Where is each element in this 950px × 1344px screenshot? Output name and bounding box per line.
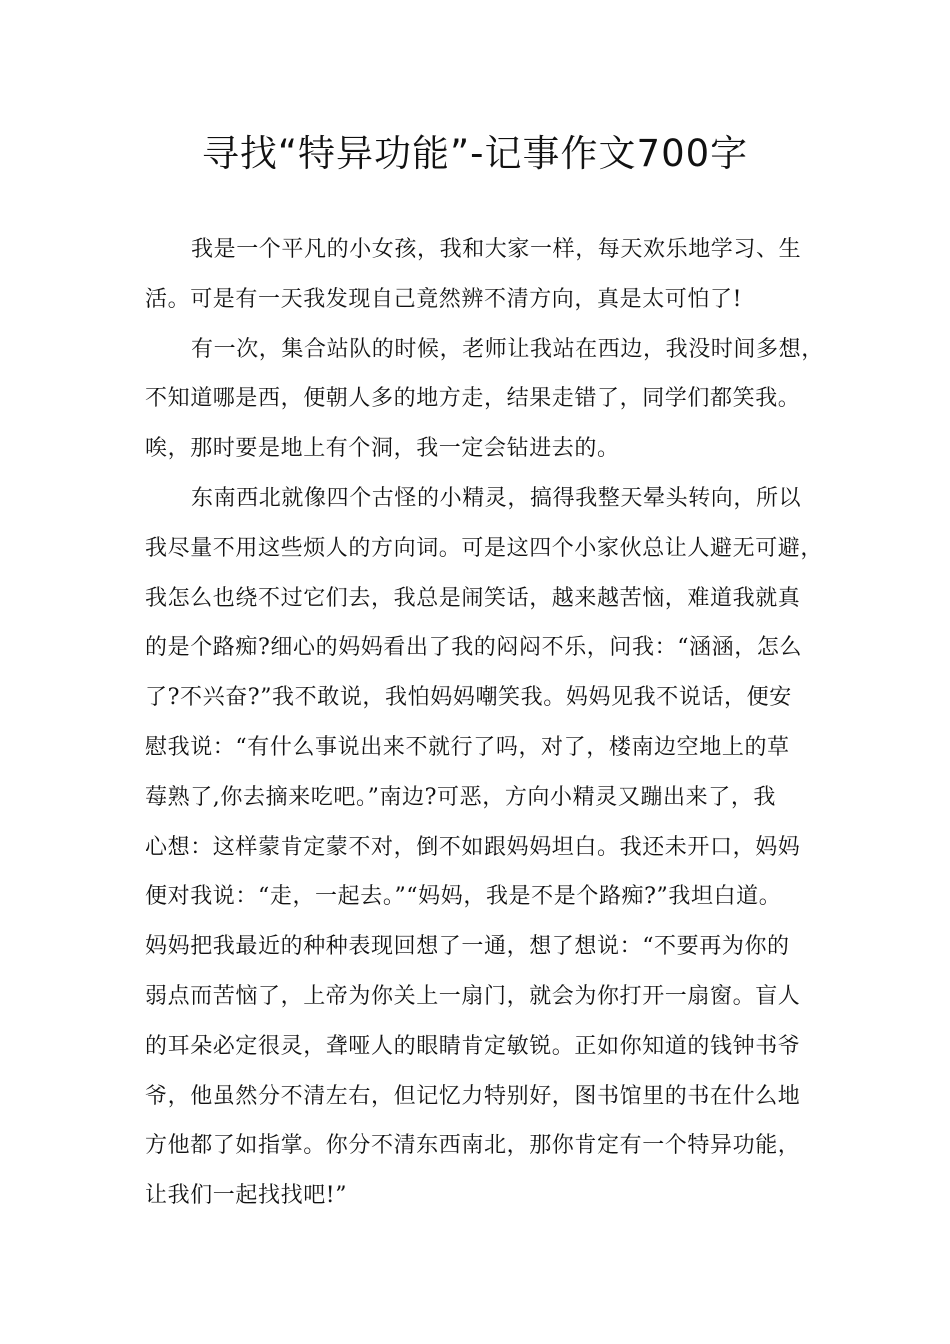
text-line: 妈妈把我最近的种种表现回想了一通，想了想说：“不要再为你的 — [145, 934, 790, 960]
text-line: 我尽量不用这些烦人的方向词。可是这四个小家伙总让人避无可避， — [145, 535, 824, 561]
paragraph-1 — [145, 225, 825, 325]
text-line: 东南西北就像四个古怪的小精灵，搞得我整天晕头转向，所以 — [191, 485, 802, 511]
text-line: 了?不兴奋?”我不敢说，我怕妈妈嘲笑我。妈妈见我不说话，便安 — [145, 685, 792, 711]
text-line: 爷，他虽然分不清左右，但记忆力特别好，图书馆里的书在什么地 — [145, 1083, 801, 1109]
text-line: 活。可是有一天我发现自己竟然辨不清方向，真是太可怕了! — [145, 286, 743, 312]
text-line: 唉，那时要是地上有个洞，我一定会钻进去的。 — [145, 436, 620, 462]
text-line: 心想：这样蒙肯定蒙不对，倒不如跟妈妈坦白。我还未开口，妈妈 — [145, 834, 801, 860]
article-title: 寻找“特异功能”-记事作文700字 — [201, 132, 749, 175]
text-line: 慰我说：“有什么事说出来不就行了吗，对了，楼南边空地上的草 — [145, 734, 790, 760]
text-line: 方他都了如指掌。你分不清东西南北，那你肯定有一个特异功能， — [145, 1133, 801, 1159]
paragraph-3 — [145, 474, 825, 1221]
text-line: 弱点而苦恼了，上帝为你关上一扇门，就会为你打开一扇窗。盲人 — [145, 983, 801, 1009]
article-body — [145, 225, 825, 1221]
paragraph-2 — [145, 325, 825, 474]
text-line: 莓熟了,你去摘来吃吧。”南边?可恶，方向小精灵又蹦出来了，我 — [145, 784, 777, 810]
text-line: 便对我说：“走，一起去。”“妈妈，我是不是个路痴?”我坦白道。 — [145, 884, 782, 910]
text-line: 我是一个平凡的小女孩，我和大家一样，每天欢乐地学习、生 — [191, 237, 802, 262]
text-line: 不知道哪是西，便朝人多的地方走，结果走错了，同学们都笑我。 — [145, 386, 801, 412]
text-line: 我怎么也绕不过它们去，我总是闹笑话，越来越苦恼，难道我就真 — [145, 585, 801, 611]
text-line: 让我们一起找找吧!” — [145, 1183, 348, 1209]
text-line: 有一次，集合站队的时候，老师让我站在西边，我没时间多想， — [191, 336, 824, 362]
text-line: 的耳朵必定很灵，聋哑人的眼睛肯定敏锐。正如你知道的钱钟书爷 — [145, 1033, 801, 1059]
text-line: 的是个路痴?细心的妈妈看出了我的闷闷不乐，问我：“涵涵，怎么 — [145, 635, 803, 661]
